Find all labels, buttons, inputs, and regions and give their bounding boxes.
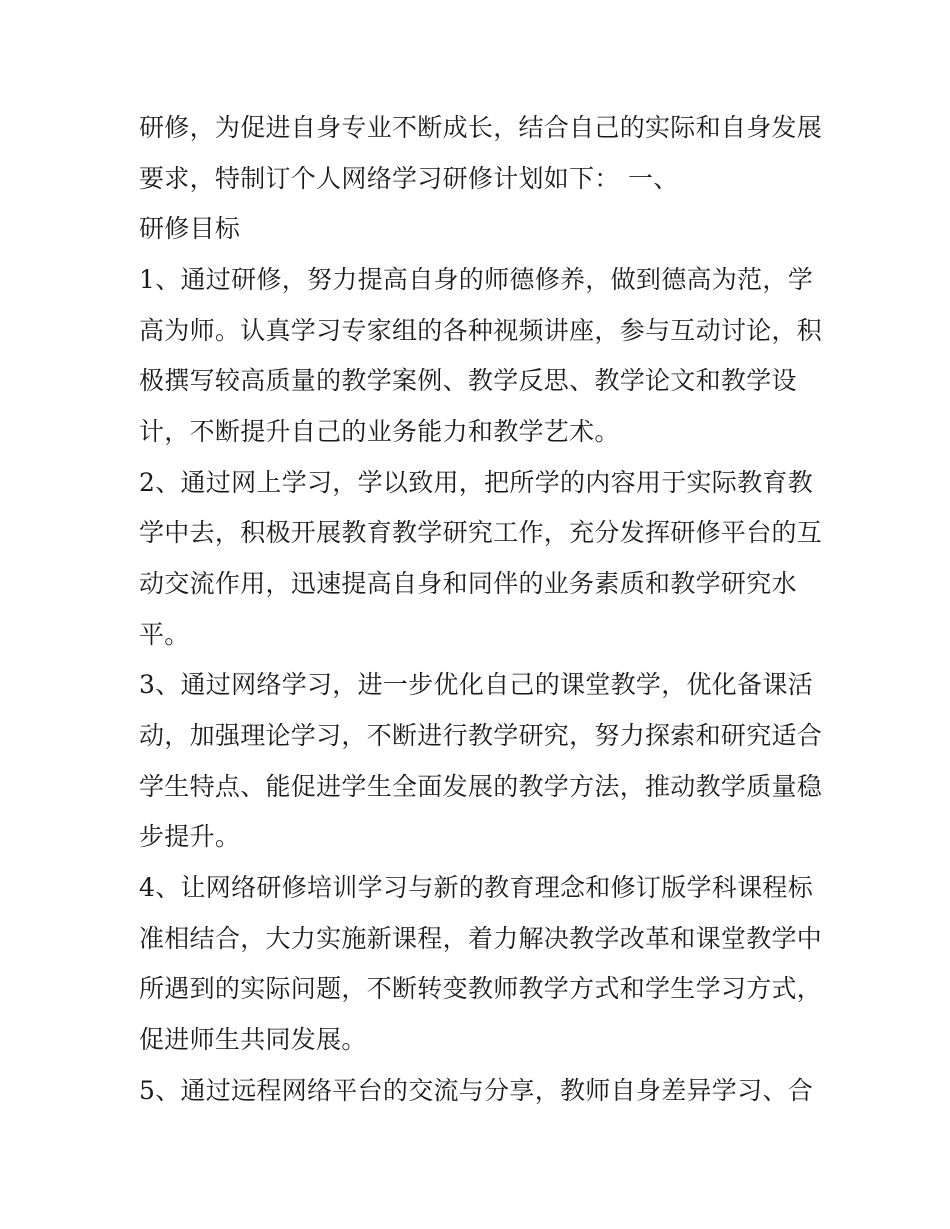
text-line: 3、通过网络学习，进一步优化自己的课堂教学，优化备课活 bbox=[139, 670, 814, 699]
text-line: 动，加强理论学习，不断进行教学研究，努力探索和研究适合 bbox=[139, 721, 823, 750]
text-line: 步提升。 bbox=[139, 822, 241, 851]
text-line: 学生特点、能促进学生全面发展的教学方法，推动教学质量稳 bbox=[139, 772, 823, 801]
text-line: 要求，特制订个人网络学习研修计划如下： 一、 bbox=[139, 164, 679, 193]
text-line: 4、让网络研修培训学习与新的教育理念和修订版学科课程标 bbox=[139, 873, 814, 902]
text-line: 5、通过远程网络平台的交流与分享，教师自身差异学习、合 bbox=[139, 1076, 814, 1105]
text-line: 2、通过网上学习，学以致用，把所学的内容用于实际教育教 bbox=[139, 468, 814, 497]
text-line: 动交流作用，迅速提高自身和同伴的业务素质和教学研究水 bbox=[139, 569, 797, 598]
text-line: 平。 bbox=[139, 620, 190, 649]
section-heading: 研修目标 bbox=[139, 214, 241, 243]
text-line: 促进师生共同发展。 bbox=[139, 1025, 367, 1054]
text-line: 高为师。认真学习专家组的各种视频讲座，参与互动讨论，积 bbox=[139, 316, 823, 345]
text-line: 计，不断提升自己的业务能力和教学艺术。 bbox=[139, 417, 620, 446]
text-line: 1、通过研修，努力提高自身的师德修养，做到德高为范，学 bbox=[139, 265, 814, 294]
text-line: 极撰写较高质量的教学案例、教学反思、教学论文和教学设 bbox=[139, 366, 797, 395]
text-line: 研修，为促进自身专业不断成长，结合自己的实际和自身发展 bbox=[139, 113, 823, 142]
text-line: 准相结合，大力实施新课程，着力解决教学改革和课堂教学中 bbox=[139, 924, 823, 953]
text-line: 学中去，积极开展教育教学研究工作，充分发挥研修平台的互 bbox=[139, 518, 823, 547]
text-line: 所遇到的实际问题，不断转变教师教学方式和学生学习方式， bbox=[139, 974, 823, 1003]
